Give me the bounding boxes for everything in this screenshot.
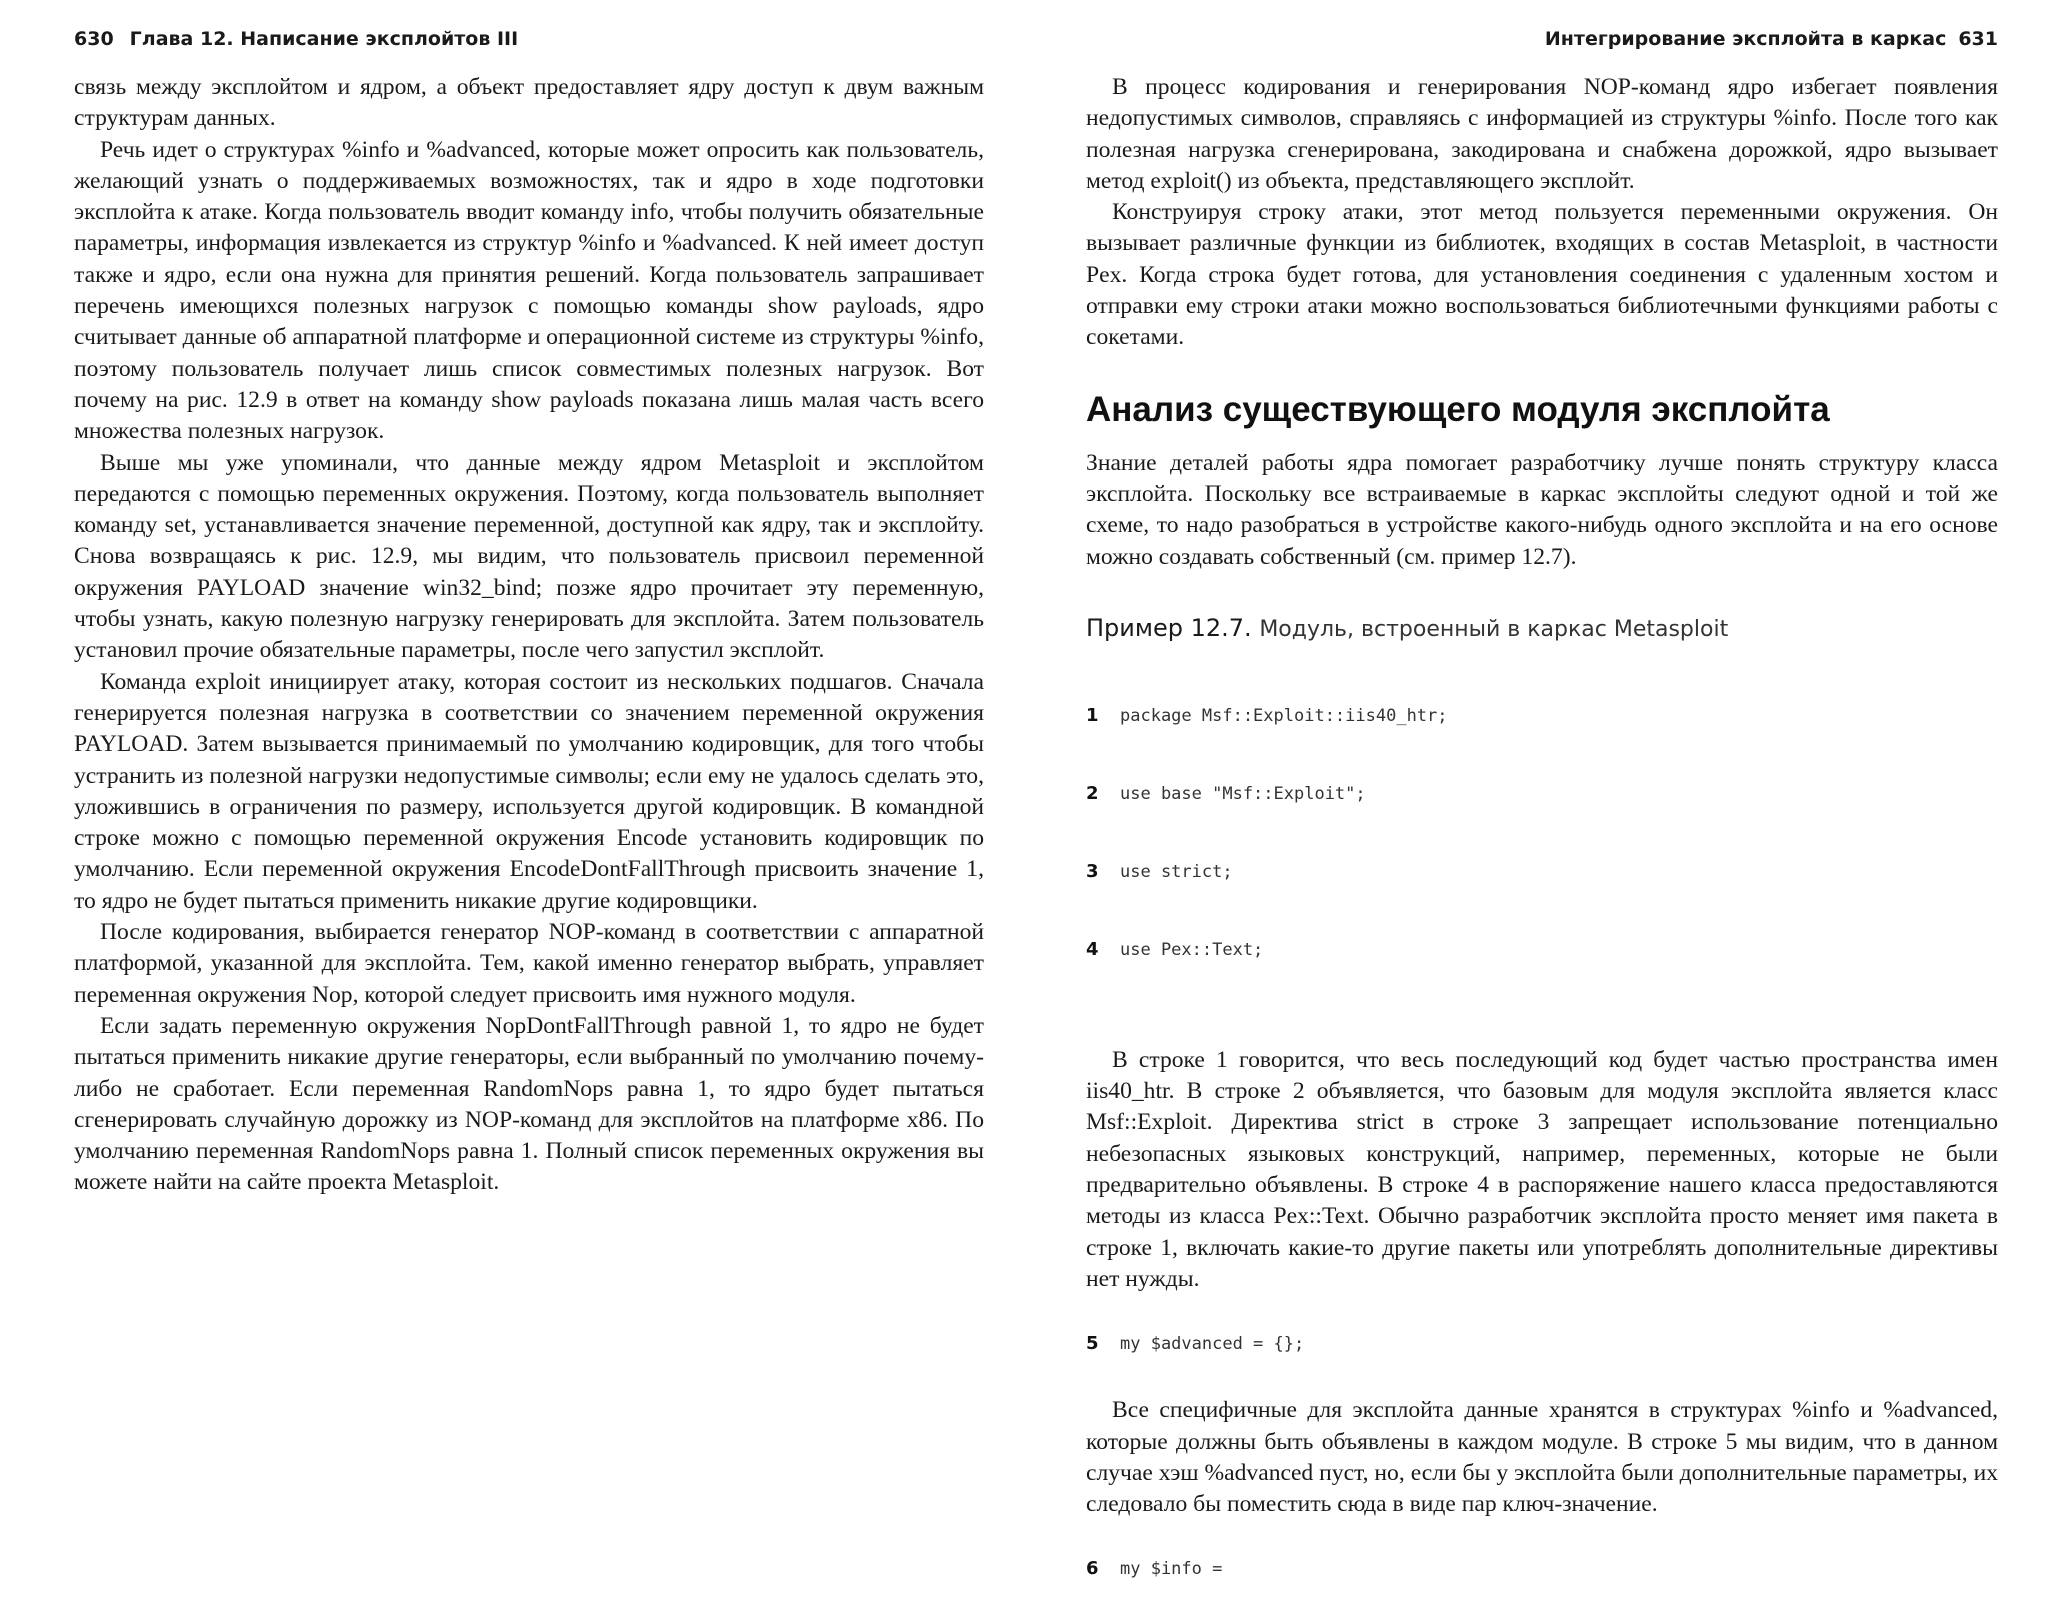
code-line-text: my $advanced = {}; — [1120, 1334, 1305, 1355]
left-paragraph-5: После кодирования, выбирается генератор NOP-команд в соответствии с аппаратной платформой, указанной для эксплойта. Тем, какой именно генератор выбрать, управляет переменная окружения Nop, которой следует присвоить имя нужного модуля. — [74, 919, 984, 1008]
left-paragraph-1: связь между эксплойтом и ядром, а объект предоставляет ядру доступ к двум важным структурам данных. — [74, 74, 984, 132]
right-page-number: 631 — [1958, 28, 1998, 50]
code-line-5 — [1086, 1331, 1998, 1357]
code-line-number: 3 — [1086, 860, 1099, 882]
code-line-text: use Pex::Text; — [1120, 939, 1264, 960]
code-line-number: 6 — [1086, 1558, 1099, 1580]
code-line — [1086, 937, 1998, 963]
code-line-number: 2 — [1086, 782, 1099, 804]
left-page-number: 630 — [74, 28, 114, 50]
code-line-text: my $info = — [1120, 1559, 1223, 1580]
example-label: Пример 12.7. — [1086, 613, 1252, 642]
section-heading: Анализ существующего модуля эксплойта — [1086, 389, 1830, 429]
code-line — [1086, 781, 1998, 807]
right-section-title: Интегрирование эксплойта в каркас — [1544, 28, 1947, 50]
left-paragraph-6: Если задать переменную окружения NopDontFallThrough равной 1, то ядро не будет пытаться применить никакие другие генераторы, если выбранный по умолчанию почему-либо не сработает. Если переменная RandomNops равна 1, то ядро будет пытаться сгенерировать случайную дорожку из NOP-команд для эксплойтов на платформе x86. По умолчанию переменная RandomNops равна 1. Полный список переменных окружения вы можете найти на сайте проекта Metasploit. — [74, 1012, 984, 1196]
code-line — [1086, 859, 1998, 885]
left-paragraph-2: Речь идет о структурах %info и %advanced, которые может опросить как пользователь, желающий узнать о поддерживаемых возможностях, так и ядро в ходе подготовки эксплойта к атаке. Когда пользователь вводит команду info, чтобы получить обязательные параметры, информация извлекается из структур %info и %advanced. К ней имеет доступ также и ядро, если она нужна для принятия решений. Когда пользователь запрашивает перечень имеющихся полезных нагрузок с помощью команды show payloads, ядро считывает данные об аппаратной платформе и операционной системе из структуры %info, поэтому пользователь получает лишь список совместимых полезных нагрузок. Вот почему на рис. 12.9 в ответ на команду show payloads показана лишь малая часть всего множества полезных нагрузок. — [74, 136, 984, 445]
example-title: Модуль, встроенный в каркас Metasploit — [1259, 616, 1729, 642]
section-intro: Знание деталей работы ядра помогает разработчику лучше понять структуру класса эксплойта. Поскольку все встраиваемые в каркас эксплойты следуют одной и той же схеме, то надо разобраться в устройстве какого-нибудь одного эксплойта и на его основе можно создавать собственный (см. пример 12.7). — [1086, 449, 1998, 570]
right-running-head — [1545, 28, 1998, 50]
left-running-head — [74, 28, 518, 50]
left-paragraph-4: Команда exploit инициирует атаку, которая состоит из нескольких подшагов. Сначала генерируется полезная нагрузка в соответствии со значением переменной окружения PAYLOAD. Затем вызывается принимаемый по умолчанию кодировщик, для того чтобы устранить из полезной нагрузки недопустимые символы; если ему не удалось сделать это, уложившись в ограничения по размеру, используется другой кодировщик. В командной строке можно с помощью переменной окружения Encode установить кодировщик по умолчанию. Если переменной окружения EncodeDontFallThrough присвоить значение 1, то ядро не будет пытаться применить никакие другие кодировщики. — [74, 668, 984, 914]
left-chapter-title: Глава 12. Написание эксплойтов III — [129, 28, 519, 50]
right-paragraph-after-code: В строке 1 говорится, что весь последующий код будет частью пространства имен iis40_htr. В строке 2 объявляется, что базовым для модуля эксплойта является класс Msf::Exploit. Директива strict в строке 3 запрещает использование потенциально небезопасных языковых конструкций, например, переменных, которые не были предварительно объявлены. В строке 4 в распоряжение нашего класса предоставляются методы из класса Pex::Text. Обычно разработчик эксплойта просто меняет имя пакета в строке 1, включать какие-то другие пакеты или употреблять дополнительные директивы нет нужды. — [1086, 1046, 1998, 1292]
left-paragraph-3: Выше мы уже упоминали, что данные между ядром Metasploit и эксплойтом передаются с помощью переменных окружения. Поэтому, когда пользователь выполняет команду set, устанавливается значение переменной, доступной как ядру, так и эксплойту. Снова возвращаясь к рис. 12.9, мы видим, что пользователь присвоил переменной окружения PAYLOAD значение win32_bind; позже ядро прочитает эту переменную, чтобы узнать, какую полезную нагрузку генерировать для эксплойта. Затем пользователь установил прочие обязательные параметры, после чего запустил эксплойт. — [74, 449, 984, 664]
right-paragraph-1: В процесс кодирования и генерирования NOP-команд ядро избегает появления недопустимых символов, справляясь с информацией из структуры %info. После того как полезная нагрузка сгенерирована, закодирована и снабжена дорожкой, ядро вызывает метод exploit() из объекта, представляющего эксплойт. — [1086, 74, 1998, 194]
code-line-number: 1 — [1086, 704, 1099, 726]
code-line-text: package Msf::Exploit::iis40_htr; — [1120, 705, 1448, 726]
code-line-number: 4 — [1086, 938, 1099, 960]
code-line-6 — [1086, 1556, 1998, 1582]
code-listing — [1086, 651, 1998, 1015]
right-paragraph-after-line5: Все специфичные для эксплойта данные хранятся в структурах %info и %advanced, которые должны быть объявлены в каждом модуле. В строке 5 мы видим, что в данном случае хэш %advanced пуст, но, если бы у эксплойта были дополнительные параметры, их следовало бы поместить сюда в виде пар ключ-значение. — [1086, 1397, 1998, 1518]
example-caption — [1086, 613, 1998, 645]
code-line-text: use base "Msf::Exploit"; — [1120, 783, 1366, 804]
right-paragraph-2: Конструируя строку атаки, этот метод пользуется переменными окружения. Он вызывает различные функции из библиотек, входящих в состав Metasploit, в частности Pex. Когда строка будет готова, для установления соединения с удаленным хостом и отправки ему строки атаки можно воспользоваться библиотечными функциями работы с сокетами. — [1086, 199, 1998, 351]
right-page-body — [1086, 72, 1998, 1620]
code-line-number: 5 — [1086, 1333, 1099, 1355]
left-page-body — [74, 72, 984, 1199]
code-line — [1086, 703, 1998, 729]
code-line-text: use strict; — [1120, 861, 1233, 882]
